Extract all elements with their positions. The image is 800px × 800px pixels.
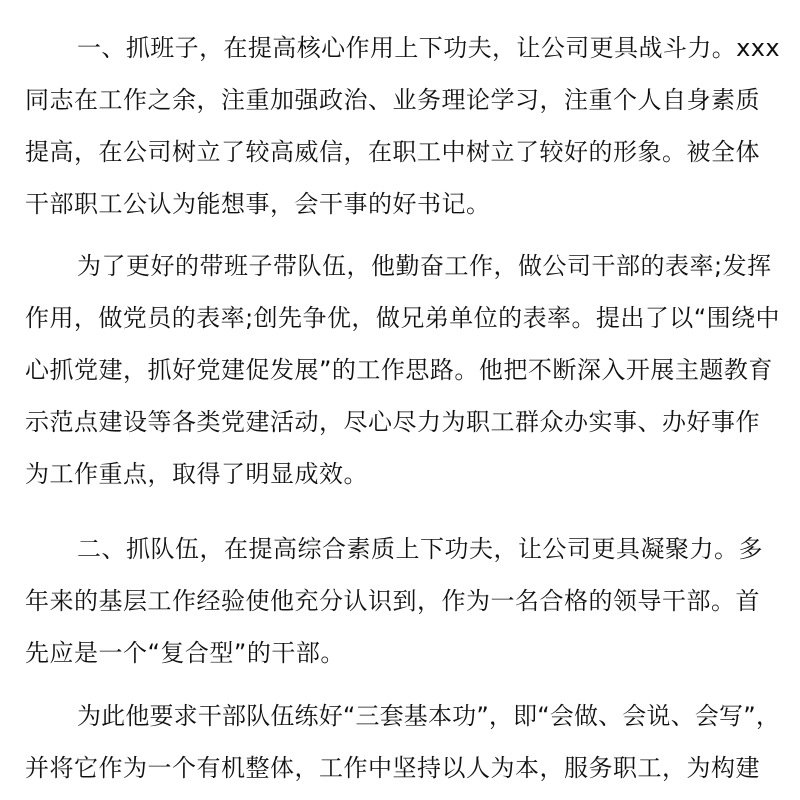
text-line: 心抓党建，抓好党建促发展”的工作思路。他把不断深入开展主题教育 [25,356,773,384]
text-line: 示范点建设等各类党建活动，尽心尽力为职工群众办实事、办好事作 [25,408,760,436]
text-line: 提高，在公司树立了较高威信，在职工中树立了较好的形象。被全体 [25,138,760,166]
paragraph-role-model [25,240,780,500]
paragraph-basic-skills [25,690,780,794]
text-line: 并将它作为一个有机整体，工作中坚持以人为本，服务职工，为构建 [25,754,760,782]
paragraph-team-building [25,523,780,679]
text-line: 为了更好的带班子带队伍，他勤奋工作，做公司干部的表率;发挥 [77,252,772,280]
paragraph-leadership-team [25,22,780,230]
text-line: 为此他要求干部队伍练好“三套基本功”，即“会做、会说、会写”， [77,702,780,730]
text-line: 年来的基层工作经验使他充分认识到，作为一名合格的领导干部。首 [25,587,760,615]
text-line: 干部职工公认为能想事，会干事的好书记。 [25,190,491,218]
text-line: 一、抓班子，在提高核心作用上下功夫，让公司更具战斗力。xxx [77,34,780,62]
text-line: 同志在工作之余，注重加强政治、业务理论学习，注重个人自身素质 [25,86,760,114]
text-line: 作用，做党员的表率;创先争优，做兄弟单位的表率。提出了以“围绕中 [25,304,780,332]
text-line: 二、抓队伍，在提高综合素质上下功夫，让公司更具凝聚力。多 [77,535,763,563]
text-line: 为工作重点，取得了明显成效。 [25,460,368,488]
text-line: 先应是一个“复合型”的干部。 [25,639,345,667]
